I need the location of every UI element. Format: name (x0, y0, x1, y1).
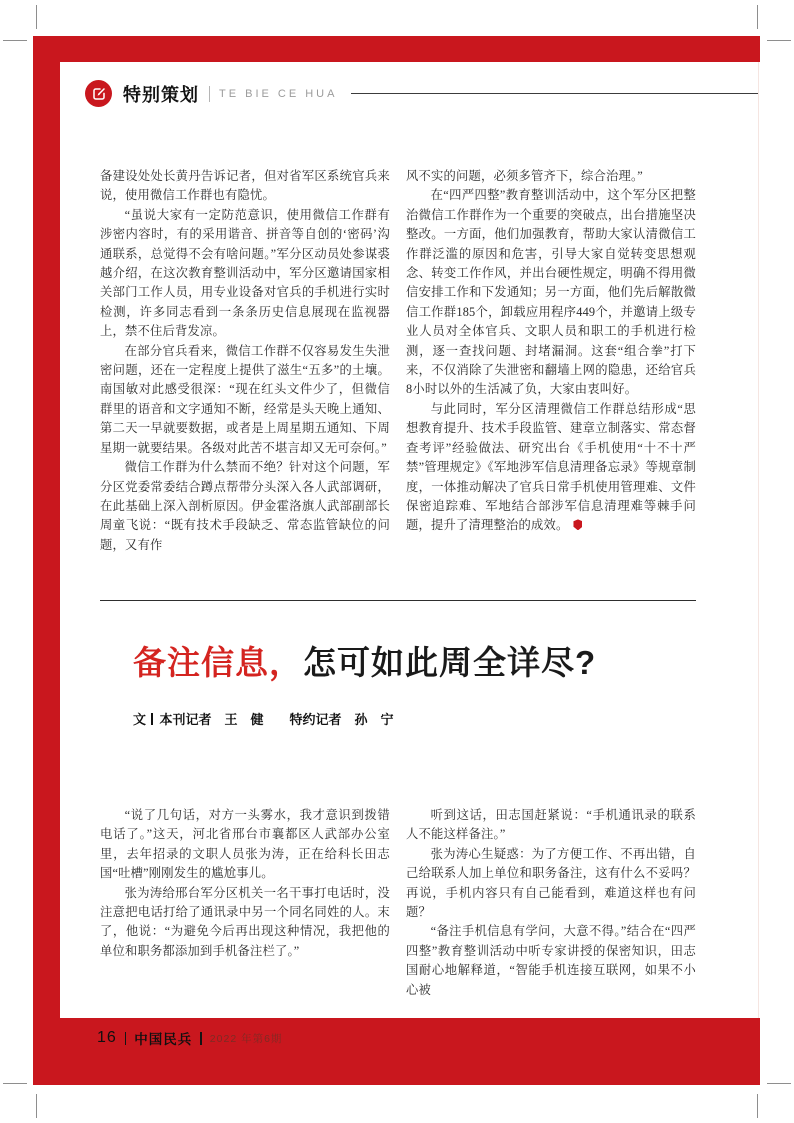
top-article-left-column (100, 167, 390, 592)
paragraph: 与此同时，军分区清理微信工作群总结形成“思想教育提升、技术手段监管、建章立制落实、常态督查考评”经验做法、研究出台《手机使用“十不十严禁”管理规定》《军地涉军信息清理备忘录》等规章制度，一体推动解决了官兵日常手机使用管理难、文件保密追踪难、军地结合部涉军信息清理难等棘手问题，提升了清理整治的成效。 (406, 401, 696, 533)
section-header (85, 80, 758, 107)
issue-label: 2022 年第6期 (209, 1032, 283, 1045)
header-rule (351, 93, 758, 94)
paragraph: 备建设处处长黄丹告诉记者，但对省军区系统官兵来说，使用微信工作群也有隐忧。 (100, 169, 390, 203)
paragraph: 在部分官兵看来，微信工作群不仅容易发生失泄密问题，还在一定程度上提供了滋生“五多”的土壤。南国敏对此感受很深：“现在红头文件少了，但微信群里的语音和文字通知不断，经常是头天晚上通知、第二天一早就要数据，或者是上周星期五通知、下周星期一就要结果。各级对此苦不堪言却又无可奈何。” (100, 343, 390, 455)
footer-divider (200, 1032, 202, 1045)
feature-article-body (100, 806, 696, 1018)
paragraph: 微信工作群为什么禁而不绝？针对这个问题，军分区党委常委结合蹲点帮带分头深入各人武部调研，在此基础上深入剖析原因。伊金霍洛旗人武部副部长周童飞说：“既有技术手段缺乏、常态监管缺位的问题，又有作 (100, 460, 390, 552)
feature-title-highlight: 备注信息， (133, 644, 303, 681)
byline-authors: 本刊记者 王 健 特约记者 孙 宁 (159, 712, 394, 727)
paragraph: 张为涛心生疑惑：为了方便工作、不再出错，自己给联系人加上单位和职务备注，这有什么不妥吗？再说，手机内容只有自己能看到，难道这样也有问题？ (406, 846, 696, 920)
red-frame-top (33, 36, 760, 62)
crop-mark (767, 40, 791, 41)
paragraph: “虽说大家有一定防范意识，使用微信工作群有涉密内容时，有的采用谐音、拼音等自创的‘密码’沟通联系，总觉得不会有啥问题。”军分区动员处参谋裘越介绍，在这次教育整训活动中，军分区邀请国家相关部门工作人员，用专业设备对官兵的手机进行实时检测，许多同志看到一条条历史信息展现在监视器上，禁不住后背发凉。 (100, 207, 390, 339)
crop-mark (3, 40, 27, 41)
top-article (100, 167, 696, 592)
crop-mark (757, 5, 758, 29)
paragraph: 张为涛给邢台军分区机关一名干事打电话时，没注意把电话打给了通讯录中另一个同名同姓的人。末了，他说：“为避免今后再出现这种情况，我把他的单位和职务都添加到手机备注栏了。” (100, 885, 390, 958)
crop-mark (36, 1094, 37, 1118)
crop-mark (3, 1083, 27, 1084)
section-badge (85, 80, 112, 107)
page-trim-edge (758, 62, 759, 1018)
paragraph: 风不实的问题，必须多管齐下，综合治理。” (406, 169, 643, 183)
paragraph: 在“四严四整”教育整训活动中，这个军分区把整治微信工作群作为一个重要的突破点，出台措施坚决整改。一方面，他们加强教育，帮助大家认清微信工作群泛滥的原因和危害，引导大家自觉转变思想观念、转变工作作风，并出台硬性规定，明确不得用微信安排工作和下发通知；另一方面，他们先后解散微信工作群185个，卸载应用程序449个，并邀请上级专业人员对全体官兵、文职人员和职工的手机进行检测，逐一查找问题、封堵漏洞。这套“组合拳”打下来，不仅消除了失泄密和翻墙上网的隐患，还给官兵8小时以外的生活减了负，大家由衷叫好。 (406, 188, 696, 397)
article-end-mark-icon (573, 519, 582, 530)
feature-article-right-column (406, 806, 696, 1018)
paragraph: 听到这话，田志国赶紧说：“手机通讯录的联系人不能这样备注。” (406, 808, 696, 842)
section-subtitle: TE BIE CE HUA (219, 87, 338, 100)
article-divider-rule (100, 600, 696, 601)
feature-title-main: 怎可如此周全详尽? (303, 644, 597, 681)
magazine-name: 中国民兵 (134, 1032, 193, 1047)
byline (133, 709, 394, 728)
paragraph: “备注手机信息有学问，大意不得。”结合在“四严四整”教育整训活动中听专家讲授的保密知识，田志国耐心地解释道，“智能手机连接互联网，如果不小心被 (406, 924, 696, 997)
byline-divider (151, 713, 153, 725)
feature-article-left-column (100, 806, 390, 1018)
page-footer (97, 1028, 282, 1048)
header-divider (209, 86, 210, 102)
pen-icon (91, 86, 107, 102)
red-frame-left (33, 36, 60, 1085)
page-number: 16 (97, 1029, 117, 1046)
top-article-right-column (406, 167, 696, 592)
crop-mark (767, 1083, 791, 1084)
section-title: 特别策划 (123, 84, 199, 105)
footer-divider (125, 1032, 127, 1045)
crop-mark (36, 5, 37, 29)
byline-label: 文 (133, 712, 147, 727)
paragraph: “说了几句话，对方一头雾水，我才意识到拨错电话了。”这天，河北省邢台市襄都区人武部办公室里，去年招录的文职人员张为涛，正在给科长田志国“吐槽”刚刚发生的尴尬事儿。 (100, 808, 390, 881)
crop-mark (757, 1094, 758, 1118)
feature-article-title (133, 641, 596, 685)
